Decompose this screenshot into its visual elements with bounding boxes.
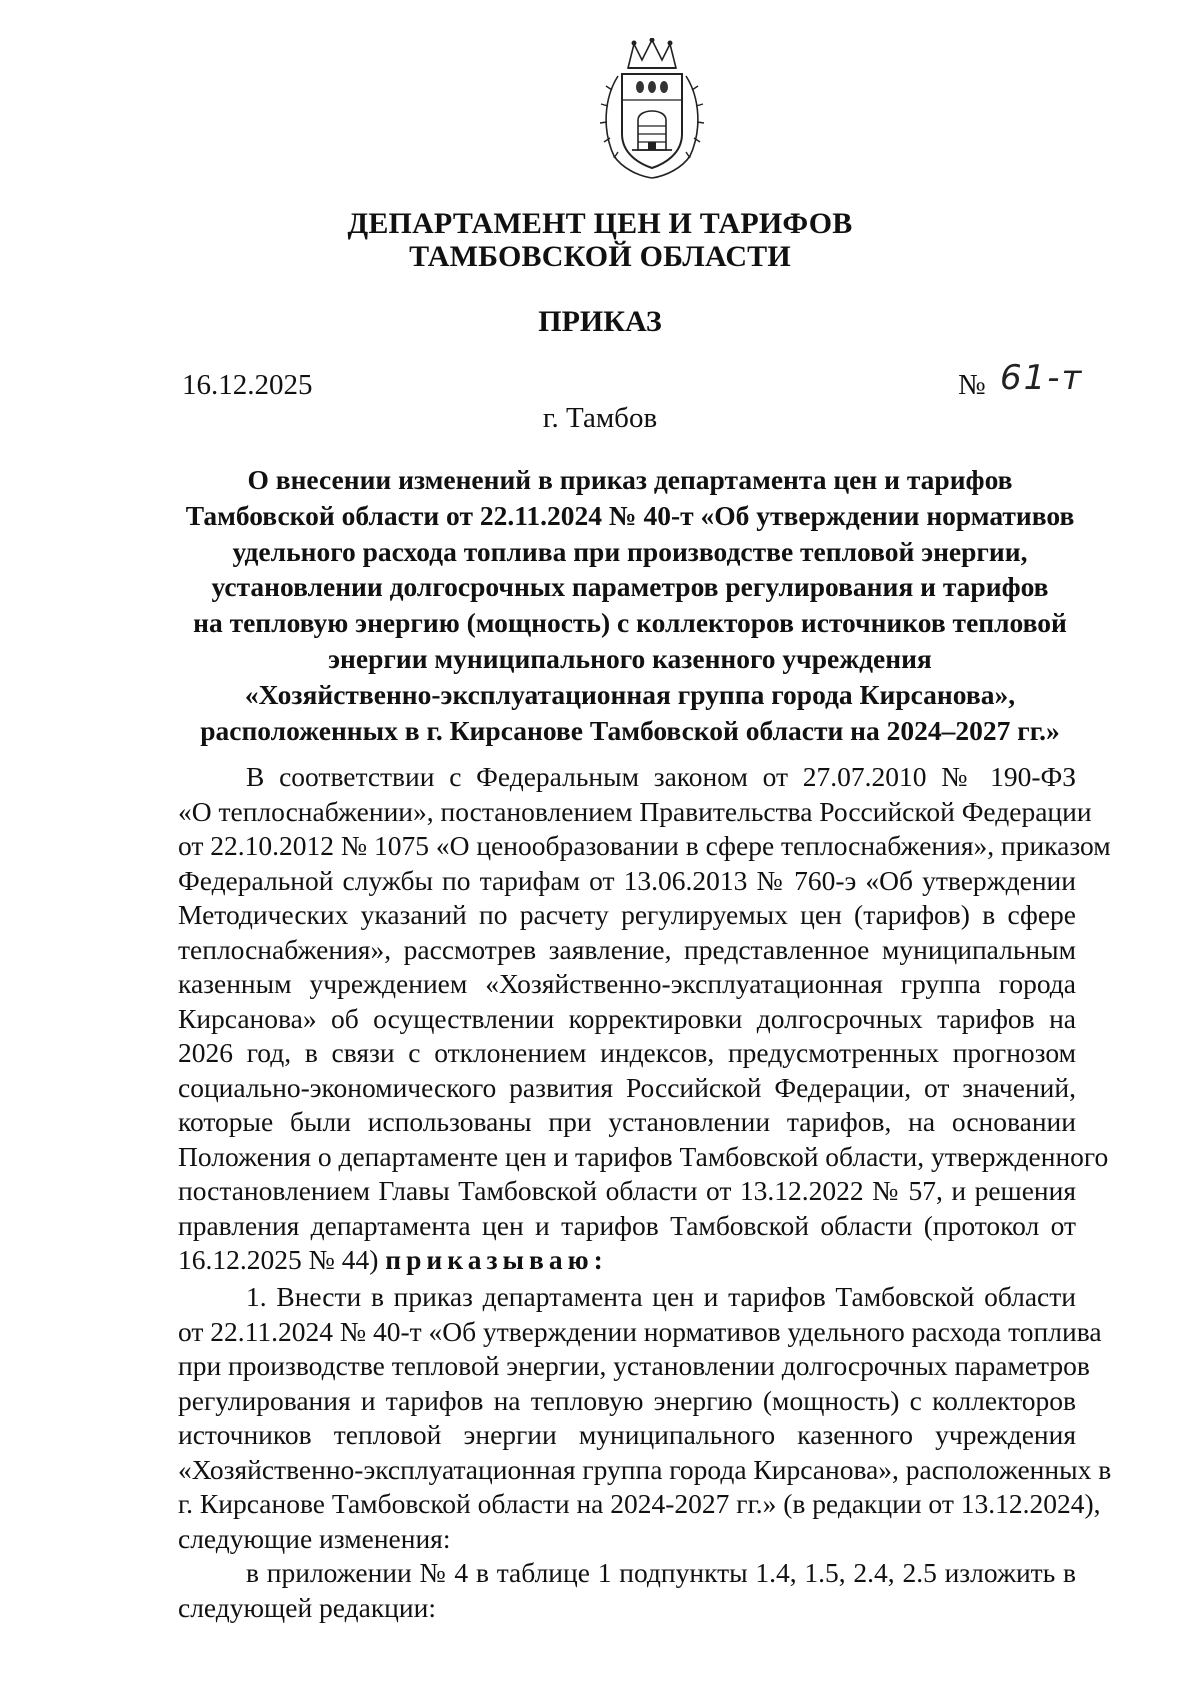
preamble-line: Кирсанова» об осуществлении корректировки долгосрочных тарифов на <box>178 1002 1076 1034</box>
order-date: 16.12.2025 <box>182 369 313 401</box>
item-1-paragraph <box>178 1280 1112 1625</box>
subject-line: удельного расхода топлива при производстве тепловой энергии, <box>232 535 1028 567</box>
order-number-label: № <box>958 369 986 401</box>
preamble-line: которые были использованы при установлении тарифов, на основании <box>178 1106 1076 1137</box>
item-1-line: «Хозяйственно-эксплуатационная группа города Кирсанова», расположенных в <box>178 1453 1112 1485</box>
order-city: г. Тамбов <box>542 402 658 434</box>
item-1-line: от 22.11.2024 № 40-т «Об утверждении нормативов удельного расхода топлива <box>178 1315 1102 1347</box>
subject-line: установлении долгосрочных параметров регулирования и тарифов <box>211 571 1049 603</box>
subject-line: «Хозяйственно-эксплуатационная группа города Кирсанова», <box>244 678 1016 710</box>
preamble-line: теплоснабжения», рассмотрев заявление, представленное муниципальным <box>178 933 1076 965</box>
item-1-sub-line: в приложении № 4 в таблице 1 подпункты 1.4, 1.5, 2.4, 2.5 изложить в <box>246 1557 1076 1588</box>
item-1-sub-line: следующей редакции: <box>178 1591 436 1623</box>
subject-line: О внесении изменений в приказ департамента цен и тарифов <box>247 464 1013 495</box>
department-name-line1: ДЕПАРТАМЕНТ ЦЕН И ТАРИФОВ <box>347 207 853 240</box>
preamble-line: постановлением Главы Тамбовской области от 13.12.2022 № 57, и решения <box>178 1175 1076 1206</box>
subject-line: расположенных в г. Кирсанове Тамбовской области на 2024–2027 гг.» <box>200 714 1060 746</box>
preamble-line: от 22.10.2012 № 1075 «О ценообразовании в сфере теплоснабжения», приказом <box>178 830 1111 861</box>
preamble-last-prefix: 16.12.2025 № 44) <box>178 1244 386 1275</box>
item-1-line: следующие изменения: <box>178 1522 451 1554</box>
subject-line: энергии муниципального казенного учреждения <box>328 642 932 674</box>
department-name-line2: ТАМБОВСКОЙ ОБЛАСТИ <box>409 240 791 273</box>
preamble-line: «О теплоснабжении», постановлением Правительства Российской Федерации <box>178 795 1092 827</box>
item-1-line: г. Кирсанове Тамбовской области на 2024-2027 гг.» (в редакции от 13.12.2024), <box>178 1488 1101 1519</box>
preamble-line: Положения о департаменте цен и тарифов Тамбовской области, утвержденного <box>178 1140 1109 1172</box>
subject-line: на тепловую энергию (мощность) с коллекторов источников тепловой <box>193 607 1067 639</box>
item-1-line: источников тепловой энергии муниципального казенного учреждения <box>178 1419 1076 1450</box>
preamble-line: правления департамента цен и тарифов Тамбовской области (протокол от <box>178 1209 1076 1241</box>
document-type-title: ПРИКАЗ <box>538 305 662 338</box>
preamble-line: казенным учреждением «Хозяйственно-эксплуатационная группа города <box>178 968 1076 999</box>
subject-line: Тамбовской области от 22.11.2024 № 40-т «Об утверждении нормативов <box>185 499 1075 531</box>
coat-of-arms-emblem <box>598 38 706 180</box>
preamble-line: Федеральной службы по тарифам от 13.06.2013 № 760-э «Об утверждении <box>178 864 1076 896</box>
preamble-line: социально-экономического развития Российской Федерации, от значений, <box>178 1071 1076 1103</box>
preamble-last-line <box>178 1243 1076 1278</box>
preamble-line: В соответствии с Федеральным законом от 27.07.2010 № 190-ФЗ <box>246 761 1076 792</box>
preamble-last-suffix: : <box>593 1244 603 1275</box>
item-1-line: 1. Внести в приказ департамента цен и тарифов Тамбовской области <box>246 1281 1076 1312</box>
order-word: приказываю <box>385 1244 594 1275</box>
order-number-handwritten: 61-т <box>1000 358 1084 398</box>
order-subject <box>170 462 1090 748</box>
preamble-line: Методических указаний по расчету регулируемых цен (тарифов) в сфере <box>178 899 1076 930</box>
item-1-line: при производстве тепловой энергии, установлении долгосрочных параметров <box>178 1350 1090 1381</box>
preamble-paragraph <box>178 760 1111 1278</box>
item-1-line: регулирования и тарифов на тепловую энергию (мощность) с коллекторов <box>178 1384 1076 1416</box>
preamble-line: 2026 год, в связи с отклонением индексов, предусмотренных прогнозом <box>178 1037 1076 1068</box>
